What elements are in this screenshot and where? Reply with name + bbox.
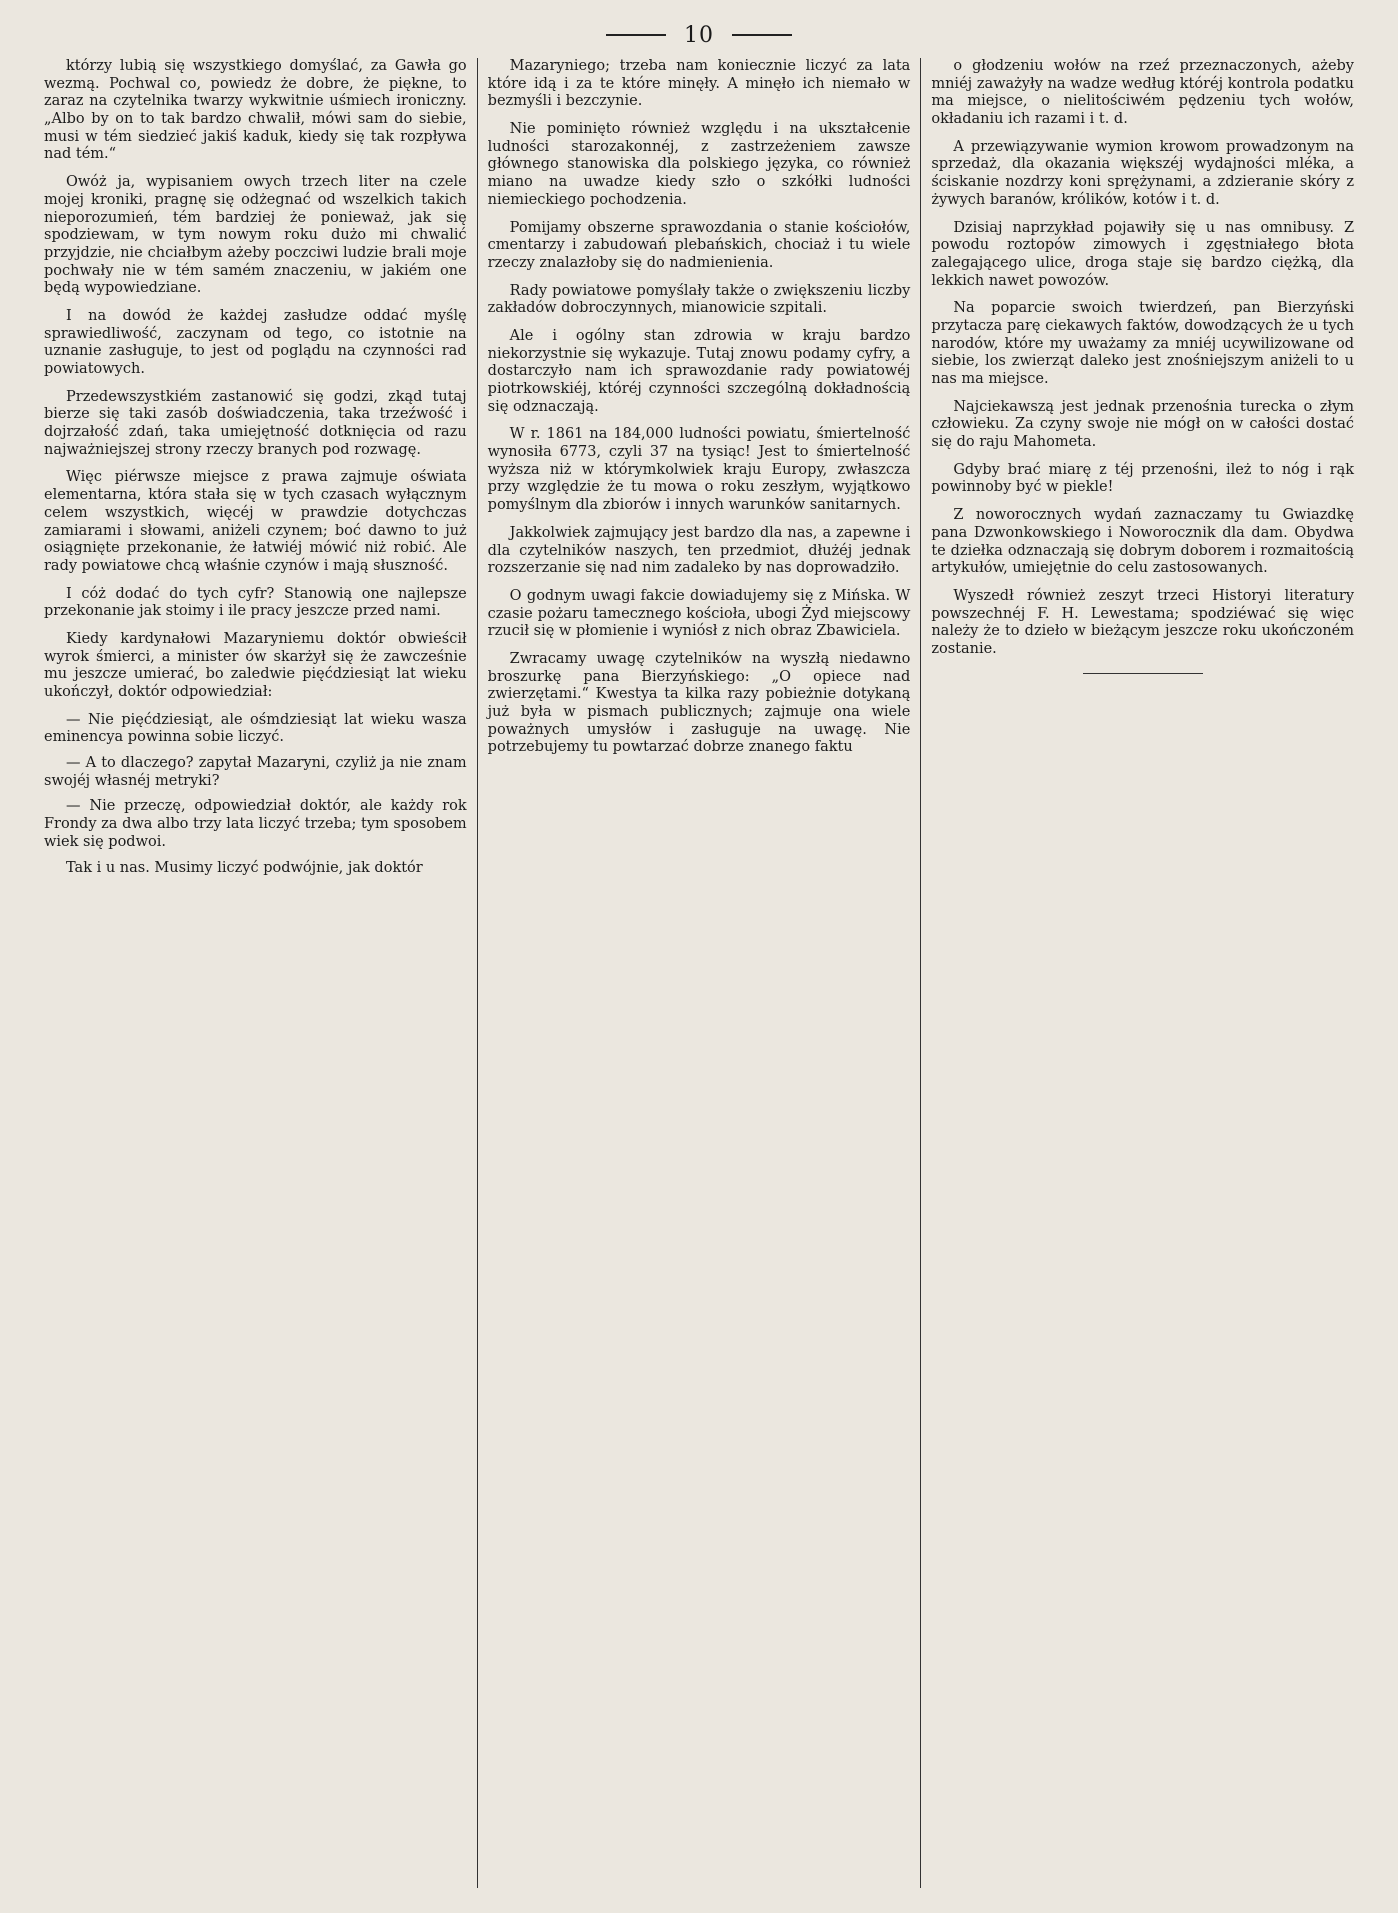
paragraph: Więc piérwsze miejsce z prawa zajmuje oświata elementarna, która stała się w tych czasach wyłącznym celem wszystkich, więcéj w prawdzie dotychczas zamiarami i słowami, aniżeli czynem; boć dawno to już osiągnięte przekonanie, że łatwiéj mówić niż robić. Ale rady powiatowe chcą właśnie czynów i mają słuszność. bbox=[44, 469, 467, 574]
text-columns bbox=[34, 58, 1364, 1888]
paragraph: Z noworocznych wydań zaznaczamy tu Gwiazdkę pana Dzwonkowskiego i Noworocznik dla dam. Obydwa te dziełka odznaczają się dobrym doborem i rozmaitością artykułów, umiejętnie do celu zastosowanych. bbox=[931, 507, 1355, 577]
paragraph: Kiedy kardynałowi Mazaryniemu doktór obwieścił wyrok śmierci, a minister ów skarżył się że zawcześnie mu jeszcze umierać, bo zaledwie pięćdziesiąt lat wieku ukończył, doktór odpowiedział: bbox=[44, 630, 467, 700]
paragraph: Wyszedł również zeszyt trzeci Historyi literatury powszechnéj F. H. Lewestama; spodziéwać się więc należy że to dzieło w bieżącym jeszcze roku ukończoném zostanie. bbox=[931, 587, 1355, 657]
paragraph: I na dowód że każdej zasłudze oddać myślę sprawiedliwość, zaczynam od tego, co istotnie na uznanie zasługuje, to jest od poglądu na czynności rad powiatowych. bbox=[44, 307, 467, 377]
paragraph: Na poparcie swoich twierdzeń, pan Bierzyński przytacza parę ciekawych faktów, dowodzących że u tych narodów, które my uważamy za mniéj ucywilizowane od siebie, los zwierząt daleko jest znośniejszym aniżeli to u nas ma miejsce. bbox=[931, 300, 1355, 387]
paragraph: Jakkolwiek zajmujący jest bardzo dla nas, a zapewne i dla czytelników naszych, ten przedmiot, dłużéj jednak rozszerzanie się nad nim zadaleko by nas doprowadziło. bbox=[487, 524, 911, 577]
paragraph: Dzisiaj naprzykład pojawiły się u nas omnibusy. Z powodu roztopów zimowych i zgęstniałego błota zalegającego ulice, droga staje się bardzo ciężką, dla lekkich nawet powozów. bbox=[931, 219, 1355, 289]
column-1 bbox=[34, 58, 477, 1888]
page-header bbox=[34, 18, 1364, 52]
paragraph: Nie pominięto również względu i na ukształcenie ludności starozakonnéj, z zastrzeżeniem zawsze głównego stanowiska dla polskiego języka, co również miano na uwadze kiedy szło o szkółki ludności niemieckiego pochodzenia. bbox=[487, 121, 911, 208]
dialogue-line: — Nie przeczę, odpowiedział doktór, ale każdy rok Frondy za dwa albo trzy lata liczyć trzeba; tym sposobem wiek się podwoi. bbox=[44, 798, 467, 850]
paragraph: Najciekawszą jest jednak przenośnia turecka o złym człowieku. Za czyny swoje nie mógł on w całości dostać się do raju Mahometa. bbox=[931, 398, 1355, 451]
paragraph: Przedewszystkiém zastanowić się godzi, zkąd tutaj bierze się taki zasób doświadczenia, taka trzeźwość i dojrzałość zdań, taka umiejętność dotknięcia od razu najważniejszej strony rzeczy branych pod rozwagę. bbox=[44, 388, 467, 458]
page-number: 10 bbox=[684, 22, 714, 48]
paragraph: O godnym uwagi fakcie dowiadujemy się z Mińska. W czasie pożaru tamecznego kościoła, ubogi Żyd miejscowy rzucił się w płomienie i wyniósł z nich obraz Zbawiciela. bbox=[487, 587, 911, 640]
paragraph: Zwracamy uwagę czytelników na wyszłą niedawno broszurkę pana Bierzyńskiego: „O opiece nad zwierzętami.“ Kwestya ta kilka razy pobieżnie dotykaną już była w pismach publicznych; zajmuje ona wiele poważnych umysłów i zasługuje na uwagę. Nie potrzebujemy tu powtarzać dobrze znanego faktu bbox=[487, 650, 911, 756]
paragraph: A przewiązywanie wymion krowom prowadzonym na sprzedaż, dla okazania większéj wydajności mléka, a ściskanie nozdrzy koni sprężynami, a zdzieranie skóry z żywych baranów, królików, kotów i t. d. bbox=[931, 138, 1355, 208]
header-rule-right bbox=[732, 34, 792, 36]
dialogue-line: — A to dlaczego? zapytał Mazaryni, czyliż ja nie znam swojéj własnéj metryki? bbox=[44, 755, 467, 789]
paragraph: Owóż ja, wypisaniem owych trzech liter na czele mojej kroniki, pragnę się odżegnać od wszelkich takich nieporozumień, tém bardziej że ponieważ, jak się spodziewam, w tym nowym roku dużo mi chwalić przyjdzie, nie chciałbym ażeby poczciwi ludzie brali moje pochwały nie w tém samém znaczeniu, w jakiém one będą wypowiedziane. bbox=[44, 174, 467, 297]
paragraph: W r. 1861 na 184,000 ludności powiatu, śmiertelność wynosiła 6773, czyli 37 na tysiąc! Jest to śmiertelność wyższa niż w którymkolwiek kraju Europy, zwłaszcza przy względzie że tu mowa o roku zeszłym, wyjątkowo pomyślnym dla zbiorów i innych warunków sanitarnych. bbox=[487, 426, 911, 514]
paragraph: I cóż dodać do tych cyfr? Stanowią one najlepsze przekonanie jak stoimy i ile pracy jeszcze przed nami. bbox=[44, 585, 467, 620]
column-2 bbox=[477, 58, 921, 1888]
paragraph: Pomijamy obszerne sprawozdania o stanie kościołów, cmentarzy i zabudowań plebańskich, chociaż i tu wiele rzeczy znalazłoby się do nadmienienia. bbox=[487, 219, 911, 271]
paragraph: Rady powiatowe pomyślały także o zwiększeniu liczby zakładów dobroczynnych, mianowicie szpitali. bbox=[487, 282, 911, 317]
end-rule bbox=[1083, 673, 1203, 675]
paragraph: Mazaryniego; trzeba nam koniecznie liczyć za lata które idą i za te które minęły. A minęło ich niemało w bezmyśli i bezczynie. bbox=[487, 58, 911, 110]
paragraph: Gdyby brać miarę z téj przenośni, ileż to nóg i rąk powinnoby być w piekle! bbox=[931, 461, 1355, 496]
paragraph: Tak i u nas. Musimy liczyć podwójnie, jak doktór bbox=[66, 859, 423, 876]
paragraph: którzy lubią się wszystkiego domyślać, za Gawła go wezmą. Pochwal co, powiedz że dobre, że piękne, to zaraz na czytelnika twarzy wykwitnie uśmiech ironiczny. „Albo by on to tak bardzo chwalił, mówi sam do siebie, musi w tém siedzieć jakiś kaduk, kiedy się tak rozpływa nad tém.“ bbox=[44, 58, 467, 163]
paragraph: o głodzeniu wołów na rzeź przeznaczonych, ażeby mniéj zaważyły na wadze według któréj kontrola podatku ma miejsce, o nielitościwém pędzeniu tych wołów, okładaniu ich razami i t. d. bbox=[931, 58, 1355, 128]
column-3 bbox=[920, 58, 1364, 1888]
paragraph: Ale i ogólny stan zdrowia w kraju bardzo niekorzystnie się wykazuje. Tutaj znowu podamy cyfry, a dostarczyło nam ich sprawozdanie rady powiatowéj piotrkowskiéj, któréj czynności szczególną dokładnością się odznaczają. bbox=[487, 327, 911, 415]
header-rule-left bbox=[606, 34, 666, 36]
dialogue-line: — Nie pięćdziesiąt, ale ośmdziesiąt lat wieku wasza eminencya powinna sobie liczyć. bbox=[44, 711, 467, 746]
